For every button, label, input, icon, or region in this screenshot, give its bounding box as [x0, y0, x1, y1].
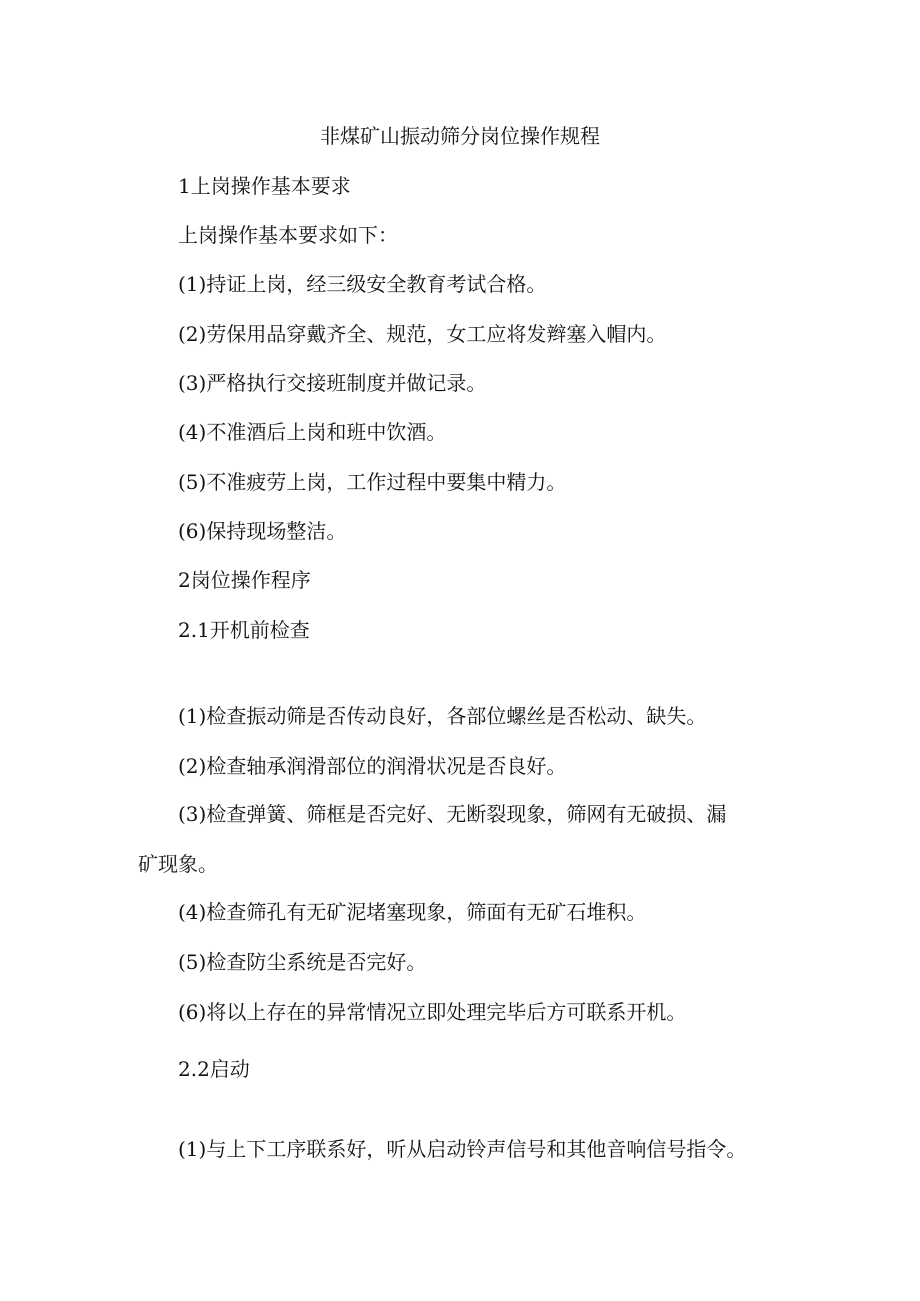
section-2-heading: 2岗位操作程序 [178, 568, 311, 592]
section-1-heading: 1上岗操作基本要求 [178, 174, 351, 198]
section-1-item-2: (2)劳保用品穿戴齐全、规范，女工应将发辫塞入帽内。 [178, 322, 667, 346]
subsection-2-1-item-2: (2)检查轴承润滑部位的润滑状况是否良好。 [178, 754, 567, 778]
section-1-item-1: (1)持证上岗，经三级安全教育考试合格。 [178, 272, 547, 296]
subsection-2-1-heading: 2.1开机前检查 [178, 618, 310, 642]
subsection-2-2-item-1: (1)与上下工序联系好，听从启动铃声信号和其他音响信号指令。 [178, 1137, 747, 1161]
subsection-2-1-item-6: (6)将以上存在的异常情况立即处理完毕后方可联系开机。 [178, 1000, 687, 1024]
subsection-2-2-heading: 2.2启动 [178, 1057, 250, 1081]
subsection-2-1-item-4: (4)检查筛孔有无矿泥堵塞现象，筛面有无矿石堆积。 [178, 900, 647, 924]
section-1-intro: 上岗操作基本要求如下： [178, 223, 398, 247]
subsection-2-1-item-1: (1)检查振动筛是否传动良好，各部位螺丝是否松动、缺失。 [178, 704, 707, 728]
subsection-2-1-item-5: (5)检查防尘系统是否完好。 [178, 950, 427, 974]
subsection-2-1-item-3: (3)检查弹簧、筛框是否完好、无断裂现象，筛网有无破损、漏 [178, 802, 727, 826]
section-1-item-5: (5)不准疲劳上岗，工作过程中要集中精力。 [178, 470, 567, 494]
subsection-2-1-item-3-continued: 矿现象。 [138, 852, 218, 876]
document-title: 非煤矿山振动筛分岗位操作规程 [320, 124, 600, 148]
section-1-item-3: (3)严格执行交接班制度并做记录。 [178, 371, 487, 395]
section-1-item-4: (4)不准酒后上岗和班中饮酒。 [178, 420, 447, 444]
section-1-item-6: (6)保持现场整洁。 [178, 519, 347, 543]
